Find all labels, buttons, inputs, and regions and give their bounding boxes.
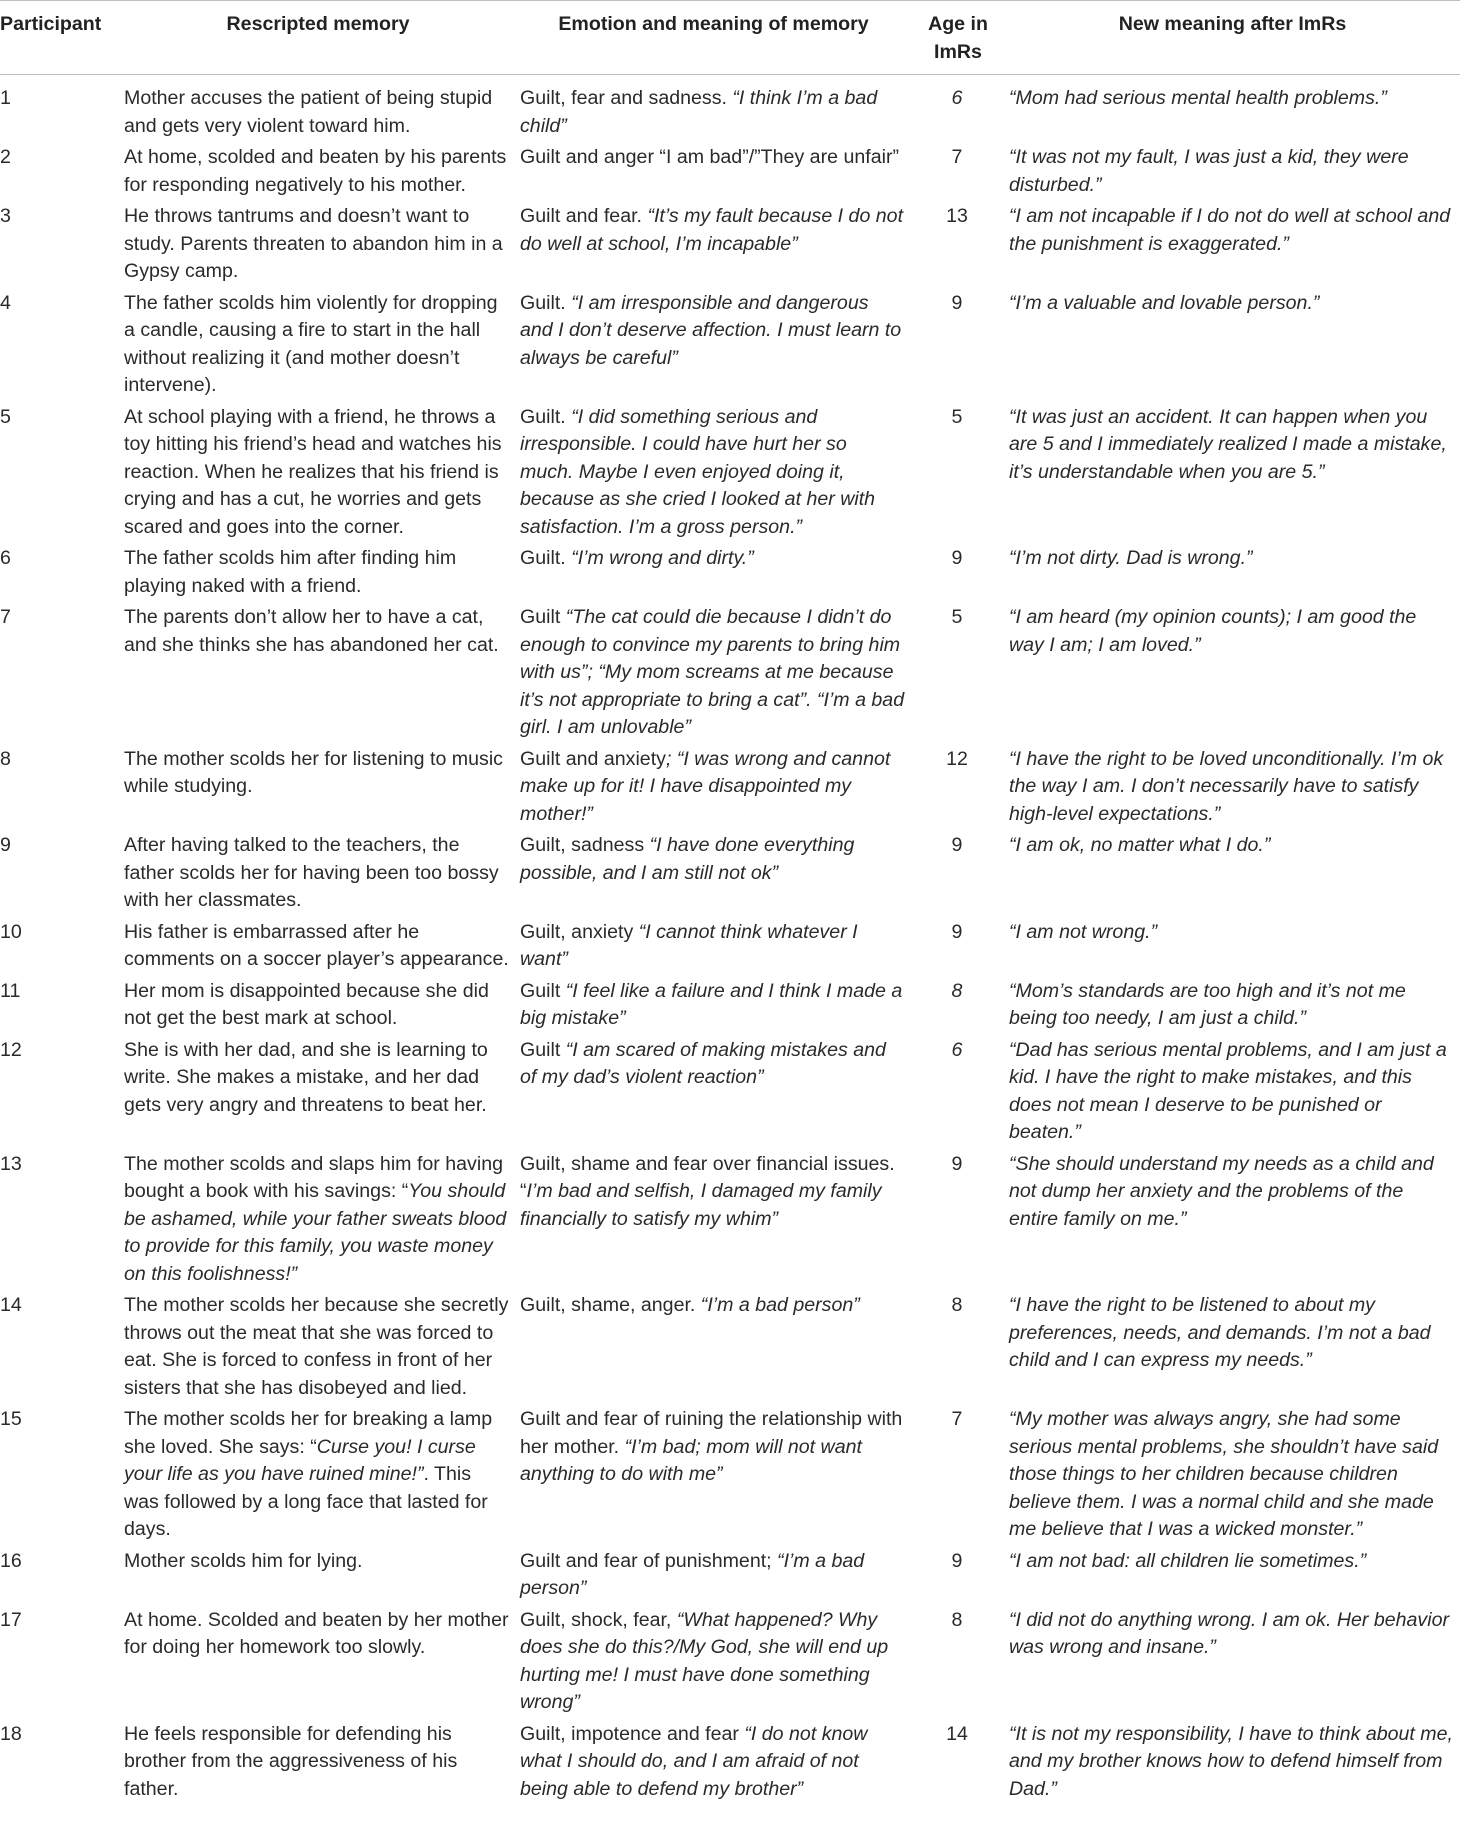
text-segment: Guilt, shame and fear over financial issues. “ <box>520 1152 895 1202</box>
rescripted-memory-cell <box>120 545 516 604</box>
participant-cell: 11 <box>0 979 21 1002</box>
new-meaning-cell: “I am not bad: all children lie sometimes.” <box>1009 1549 1367 1572</box>
text-segment: The mother scolds her for breaking a lamp she loved. She says: “ <box>124 1408 493 1458</box>
new-meaning-cell: “I am ok, no matter what I do.” <box>1009 834 1271 856</box>
text-segment: Guilt, shock, fear, <box>520 1608 677 1631</box>
table-row <box>0 1548 1460 1607</box>
text-segment: Guilt and fear. <box>520 205 648 227</box>
rescripted-memory-cell <box>120 203 516 290</box>
table-row <box>0 290 1460 404</box>
emotion-meaning-cell <box>516 746 911 833</box>
new-meaning-cell: “I am not incapable if I do not do well at school and the punishment is exaggerated.” <box>1009 205 1451 255</box>
text-segment: Guilt, fear and sadness. <box>520 87 733 109</box>
rescripted-memory-cell <box>120 978 516 1037</box>
new-meaning-cell: “I’m not dirty. Dad is wrong.” <box>1009 547 1253 569</box>
text-segment: Guilt. <box>520 405 572 428</box>
rescripted-memory-cell <box>120 1037 516 1151</box>
participant-cell: 8 <box>0 747 11 770</box>
text-segment: At school playing with a friend, he throws a toy hitting his friend’s head and watches his reaction. When he realizes that his friend is crying and has a cut, he worries and gets scared and goes into the corner. <box>124 405 502 538</box>
table-row <box>0 1037 1460 1151</box>
header-emotion-meaning: Emotion and meaning of memory <box>558 13 869 35</box>
participant-cell: 7 <box>0 606 11 628</box>
text-segment: Curse you! I curse your life as you have ruined mine!” <box>124 1435 476 1485</box>
header-rescripted-memory: Rescripted memory <box>226 13 410 35</box>
table-body <box>0 75 1460 1808</box>
age-cell: 8 <box>951 1608 963 1631</box>
age-cell: 5 <box>951 405 963 428</box>
text-segment: Guilt, anxiety <box>520 920 639 943</box>
table-row <box>0 978 1460 1037</box>
participant-cell: 9 <box>0 834 11 856</box>
header-row <box>0 1 1460 75</box>
text-segment: ; “I was wrong and cannot make up for it! I have disappointed my mother!” <box>520 747 891 825</box>
text-segment: “I cannot think whatever I want” <box>520 920 858 970</box>
emotion-meaning-cell <box>516 1292 911 1406</box>
text-segment: The father scolds him violently for dropping a candle, causing a fire to start in the hall without realizing it (and mother doesn’t intervene). <box>124 291 498 396</box>
table-row <box>0 919 1460 978</box>
new-meaning-cell: “Mom’s standards are too high and it’s not me being too needy, I am just a child.” <box>1009 979 1406 1029</box>
participant-cell: 2 <box>0 146 11 168</box>
rescripted-memory-cell <box>120 832 516 919</box>
participant-cell: 14 <box>0 1294 22 1316</box>
rescripted-memory-cell <box>120 1548 516 1607</box>
emotion-meaning-cell <box>516 1548 911 1607</box>
text-segment: She is with her dad, and she is learning to write. She makes a mistake, and her dad gets very angry and threatens to beat her. <box>124 1038 488 1116</box>
new-meaning-cell: “I am not wrong.” <box>1009 920 1158 943</box>
new-meaning-cell: “I have the right to be loved unconditionally. I’m ok the way I am. I don’t necessarily have to satisfy high-level expectations.” <box>1009 747 1444 825</box>
text-segment: “The cat could die because I didn’t do enough to convince my parents to bring him with us”; “My mom screams at me because it’s not appropriate to bring a cat”. “I’m a bad girl. I am unlovable” <box>520 606 905 738</box>
text-segment: “I’m wrong and dirty.” <box>571 547 754 569</box>
table-row <box>0 203 1460 290</box>
text-segment: “I think I’m a bad child” <box>520 87 878 137</box>
text-segment: Guilt <box>520 1038 566 1061</box>
emotion-meaning-cell <box>516 604 911 746</box>
table-row <box>0 545 1460 604</box>
participant-cell: 12 <box>0 1038 22 1061</box>
age-cell: 9 <box>951 547 963 569</box>
participant-cell: 1 <box>0 87 11 109</box>
rescripted-memory-cell <box>120 746 516 833</box>
text-segment: After having talked to the teachers, the father scolds her for having been too bossy with her classmates. <box>124 834 499 911</box>
emotion-meaning-cell <box>516 1721 911 1808</box>
age-cell: 8 <box>951 979 963 1002</box>
rescripted-memory-cell <box>120 1721 516 1808</box>
text-segment: Guilt. <box>520 291 572 314</box>
table-row <box>0 75 1460 145</box>
text-segment: “I have done everything possible, and I am still not ok” <box>520 834 855 884</box>
age-cell: 14 <box>946 1722 968 1745</box>
emotion-meaning-cell <box>516 1607 911 1721</box>
new-meaning-cell: “Mom had serious mental health problems.” <box>1009 87 1387 109</box>
rescripted-memory-cell <box>120 1151 516 1293</box>
new-meaning-cell: “I have the right to be listened to about my preferences, needs, and demands. I’m not a bad child and I can express my needs.” <box>1009 1294 1431 1371</box>
emotion-meaning-cell <box>516 1037 911 1151</box>
emotion-meaning-cell <box>516 203 911 290</box>
text-segment: Guilt and fear of punishment; <box>520 1549 778 1572</box>
text-segment: “I am scared of making mistakes and of my dad’s violent reaction” <box>520 1038 886 1088</box>
age-cell: 9 <box>951 1549 963 1572</box>
emotion-meaning-cell <box>516 832 911 919</box>
age-cell: 6 <box>951 87 963 109</box>
text-segment: “I feel like a failure and I think I made a big mistake” <box>520 979 903 1029</box>
age-cell: 9 <box>951 834 963 856</box>
text-segment: “I’m a bad person” <box>520 1549 865 1599</box>
text-segment: “I’m a bad person” <box>700 1294 860 1316</box>
participant-cell: 16 <box>0 1549 22 1572</box>
new-meaning-cell: “It is not my responsibility, I have to think about me, and my brother knows how to defend himself from Dad.” <box>1009 1722 1453 1800</box>
emotion-meaning-cell <box>516 978 911 1037</box>
text-segment: Guilt and anger “I am bad”/”They are unfair” <box>520 146 899 168</box>
participant-cell: 15 <box>0 1408 22 1430</box>
new-meaning-cell: “I did not do anything wrong. I am ok. Her behavior was wrong and insane.” <box>1009 1608 1450 1658</box>
new-meaning-cell: “My mother was always angry, she had some serious mental problems, she shouldn’t have said those things to her children because children believe them. I was a normal child and she made me believe that I was a wicked monster.” <box>1009 1408 1439 1540</box>
table-row <box>0 604 1460 746</box>
text-segment: I’m bad and selfish, I damaged my family financially to satisfy my whim” <box>520 1180 882 1230</box>
emotion-meaning-cell <box>516 404 911 546</box>
participant-cell: 18 <box>0 1722 22 1745</box>
participant-cell: 6 <box>0 547 11 569</box>
text-segment: You should be ashamed, while your father sweats blood to provide for this family, you waste money on this foolishness!” <box>124 1180 507 1285</box>
age-cell: 7 <box>951 1408 963 1430</box>
table-row <box>0 1292 1460 1406</box>
text-segment: “I did something serious and irresponsible. I could have hurt her so much. Maybe I even enjoyed doing it, because as she cried I looked at her with satisfaction. I’m a gross person.” <box>520 405 876 538</box>
table-row <box>0 404 1460 546</box>
text-segment: He throws tantrums and doesn’t want to study. Parents threaten to abandon him in a Gypsy camp. <box>124 205 503 282</box>
emotion-meaning-cell <box>516 290 911 404</box>
text-segment: “I’m bad; mom will not want anything to do with me” <box>520 1435 862 1485</box>
new-meaning-cell: “It was not my fault, I was just a kid, they were disturbed.” <box>1009 146 1409 196</box>
new-meaning-cell: “Dad has serious mental problems, and I am just a kid. I have the right to make mistakes, and this does not mean I deserve to be punished or beaten.” <box>1009 1038 1447 1143</box>
emotion-meaning-cell <box>516 1151 911 1293</box>
rescripted-memory-cell <box>120 1607 516 1721</box>
text-segment: “What happened? Why does she do this?/My God, she will end up hurting me! I must have done something wrong” <box>520 1608 889 1713</box>
text-segment: He feels responsible for defending his brother from the aggressiveness of his father. <box>124 1722 458 1800</box>
new-meaning-cell: “It was just an accident. It can happen when you are 5 and I immediately realized I made a mistake, it’s understandable when you are 5.” <box>1009 405 1447 483</box>
text-segment: The mother scolds her for listening to music while studying. <box>124 747 503 797</box>
text-segment: The mother scolds her because she secretly throws out the meat that she was forced to eat. She is forced to confess in front of her sisters that she has disobeyed and lied. <box>124 1294 509 1399</box>
header-participant: Participant <box>0 13 102 35</box>
rescripted-memory-cell <box>120 404 516 546</box>
age-cell: 12 <box>946 747 968 770</box>
text-segment: Guilt. <box>520 547 572 569</box>
new-meaning-cell: “I am heard (my opinion counts); I am good the way I am; I am loved.” <box>1009 606 1417 656</box>
age-cell: 9 <box>951 291 963 314</box>
table-row <box>0 746 1460 833</box>
text-segment: Mother accuses the patient of being stupid and gets very violent toward him. <box>124 87 493 137</box>
participant-cell: 17 <box>0 1608 22 1631</box>
rescripted-memory-cell <box>120 75 516 145</box>
text-segment: Guilt <box>520 606 566 628</box>
rescripted-memory-cell <box>120 919 516 978</box>
participant-cell: 5 <box>0 405 11 428</box>
age-cell: 6 <box>951 1038 963 1061</box>
age-cell: 9 <box>951 1152 963 1175</box>
rescripted-memory-cell <box>120 1292 516 1406</box>
age-cell: 13 <box>946 205 968 227</box>
age-cell: 9 <box>951 920 963 943</box>
age-cell: 5 <box>951 606 963 628</box>
emotion-meaning-cell <box>516 1406 911 1548</box>
participant-cell: 4 <box>0 291 11 314</box>
text-segment: The parents don’t allow her to have a cat, and she thinks she has abandoned her cat. <box>124 606 499 656</box>
table-row <box>0 1151 1460 1293</box>
text-segment: At home, scolded and beaten by his parents for responding negatively to his mother. <box>124 146 507 196</box>
text-segment: Mother scolds him for lying. <box>124 1549 363 1572</box>
text-segment: Guilt and fear of ruining the relationship with her mother. <box>520 1408 903 1458</box>
new-meaning-cell: “She should understand my needs as a child and not dump her anxiety and the problems of the entire family on me.” <box>1009 1152 1434 1230</box>
text-segment: . This was followed by a long face that lasted for days. <box>124 1463 488 1540</box>
rescripted-memory-cell <box>120 290 516 404</box>
header-age: Age in ImRs <box>928 13 988 63</box>
participant-cell: 10 <box>0 920 22 943</box>
participant-cell: 3 <box>0 205 11 227</box>
text-segment: The father scolds him after finding him playing naked with a friend. <box>124 547 457 597</box>
text-segment: Guilt <box>520 979 566 1002</box>
text-segment: The mother scolds and slaps him for having bought a book with his savings: “ <box>124 1152 503 1202</box>
text-segment: Guilt, sadness <box>520 834 650 856</box>
text-segment: His father is embarrassed after he comments on a soccer player’s appearance. <box>124 920 509 970</box>
text-segment: “It’s my fault because I do not do well at school, I’m incapable” <box>520 205 904 255</box>
emotion-meaning-cell <box>516 75 911 145</box>
header-new-meaning: New meaning after ImRs <box>1118 13 1347 35</box>
age-cell: 8 <box>951 1294 963 1316</box>
emotion-meaning-cell <box>516 545 911 604</box>
table-header <box>0 1 1460 75</box>
table-row <box>0 1607 1460 1721</box>
table-row <box>0 832 1460 919</box>
text-segment: Her mom is disappointed because she did not get the best mark at school. <box>124 979 489 1029</box>
text-segment: Guilt and anxiety <box>520 747 666 770</box>
text-segment: Guilt, impotence and fear <box>520 1722 745 1745</box>
emotion-meaning-cell <box>516 144 911 203</box>
new-meaning-cell: “I’m a valuable and lovable person.” <box>1009 291 1320 314</box>
table-row <box>0 1721 1460 1808</box>
text-segment: Guilt, shame, anger. <box>520 1294 701 1316</box>
age-cell: 7 <box>951 146 963 168</box>
rescripted-memory-cell <box>120 604 516 746</box>
rescripted-memory-cell <box>120 144 516 203</box>
participant-cell: 13 <box>0 1152 22 1175</box>
table-row <box>0 144 1460 203</box>
rescripted-memory-cell <box>120 1406 516 1548</box>
text-segment: At home. Scolded and beaten by her mother for doing her homework too slowly. <box>124 1608 509 1658</box>
text-segment: “I do not know what I should do, and I am afraid of not being able to defend my brother” <box>520 1722 868 1800</box>
text-segment: “I am irresponsible and dangerous and I don’t deserve affection. I must learn to always be careful” <box>520 291 902 369</box>
emotion-meaning-cell <box>516 919 911 978</box>
table-row <box>0 1406 1460 1548</box>
